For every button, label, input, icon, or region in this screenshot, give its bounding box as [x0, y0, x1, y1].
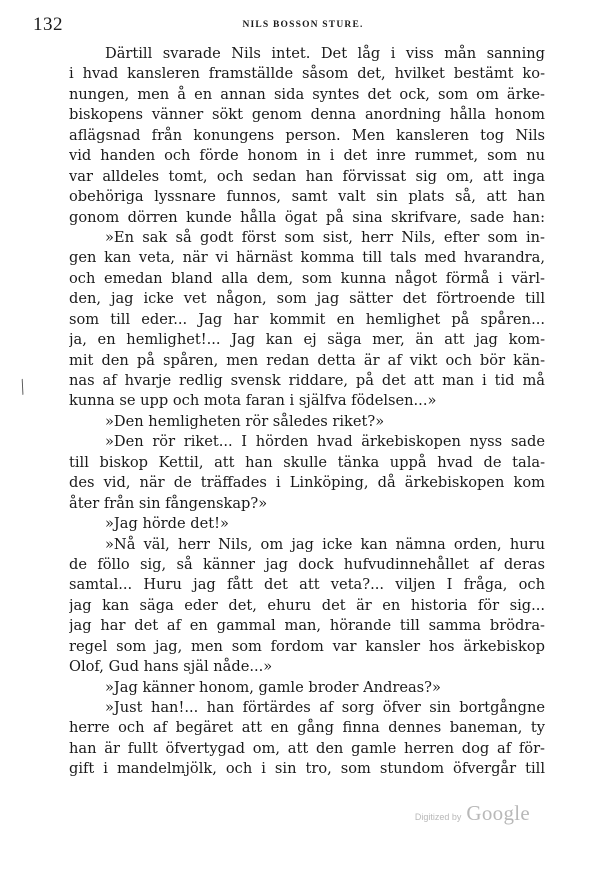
- text-line: obehöriga lyssnare funnos, samt valt sin plats så, att han: [69, 188, 545, 206]
- text-line: »Jag känner honom, gamle broder Andreas?»: [105, 678, 441, 696]
- text-line: jag har det af en gammal man, hörande till samma brödra-: [69, 617, 545, 635]
- text-line: nas af hvarje redlig svensk riddare, på det att man i tid må: [69, 372, 545, 389]
- text-line: »Nå väl, herr Nils, om jag icke kan nämna orden, huru: [105, 535, 545, 553]
- text-line: som till eder... Jag har kommit en hemlighet på spåren...: [69, 310, 545, 328]
- text-line: kunna se upp och mota faran i själfva födelsen...»: [69, 392, 437, 410]
- margin-pencil-mark: ╱: [15, 379, 30, 395]
- text-line: mit den på spåren, men redan detta är af vikt och bör kän-: [69, 351, 545, 369]
- page-header: [33, 14, 573, 38]
- text-line: »Just han!... han förtärdes af sorg öfver sin bortgångne: [105, 699, 545, 716]
- page-number: 132: [33, 14, 63, 35]
- text-line: »Den rör riket... I hörden hvad ärkebiskopen nyss sade: [105, 433, 545, 451]
- text-line: Därtill svarade Nils intet. Det låg i viss mån sanning: [105, 45, 545, 62]
- google-watermark: [415, 801, 530, 826]
- body-text: [69, 44, 545, 780]
- watermark-prefix: Digitized by: [414, 812, 462, 822]
- text-line: jag kan säga eder det, ehuru det är en historia för sig...: [69, 596, 545, 614]
- text-line: och emedan bland alla dem, som kunna något förmå i värl-: [69, 269, 545, 287]
- text-line: de föllo sig, så känner jag dock hufvudinnehållet af deras: [69, 555, 545, 573]
- text-line: »Jag hörde det!»: [105, 515, 229, 533]
- text-line: var alldeles tomt, och sedan han förvissat sig om, att inga: [69, 167, 545, 185]
- text-line: regel som jag, men som fordom var kansler hos ärkebiskop: [69, 637, 545, 655]
- text-line: vid handen och förde honom in i det inre rummet, som nu: [69, 147, 545, 165]
- text-line: Olof, Gud hans själ nåde...»: [69, 658, 273, 676]
- text-line: »Den hemligheten rör således riket?»: [105, 412, 385, 430]
- text-line: i hvad kansleren framställde såsom det, hvilket bestämt ko-: [69, 65, 545, 83]
- text-line: till biskop Kettil, att han skulle tänka uppå hvad de tala-: [69, 453, 545, 471]
- text-line: gift i mandelmjölk, och i sin tro, som stundom öfvergår till: [69, 760, 545, 778]
- text-line: aflägsnad från konungens person. Men kansleren tog Nils: [69, 126, 545, 144]
- text-line: des vid, när de träffades i Linköping, då ärkebiskopen kom: [69, 474, 545, 492]
- google-logo: Google: [466, 801, 530, 825]
- text-line: biskopens vänner sökt genom denna anordning hålla honom: [69, 106, 545, 124]
- text-line: gen kan veta, när vi härnäst komma till tals med hvarandra,: [69, 249, 545, 267]
- text-line: gonom dörren kunde hålla ögat på sina skrifvare, sade han:: [69, 208, 545, 226]
- text-line: »En sak så godt först som sist, herr Nils, efter som in-: [105, 228, 545, 246]
- text-line: den, jag icke vet någon, som jag sätter det förtroende till: [69, 290, 545, 308]
- text-line: nungen, men å en annan sida syntes det ock, som om ärke-: [69, 85, 545, 103]
- text-line: åter från sin fångenskap?»: [69, 494, 268, 512]
- running-head: NILS BOSSON STURE.: [242, 20, 364, 30]
- text-line: han är fullt öfvertygad om, att den gamle herren dog af för-: [69, 739, 545, 757]
- text-line: herre och af begäret att en gång finna dennes baneman, ty: [69, 719, 545, 737]
- text-line: samtal... Huru jag fått det att veta?... viljen I fråga, och: [69, 576, 545, 594]
- text-line: ja, en hemlighet!... Jag kan ej säga mer, än att jag kom-: [69, 331, 545, 349]
